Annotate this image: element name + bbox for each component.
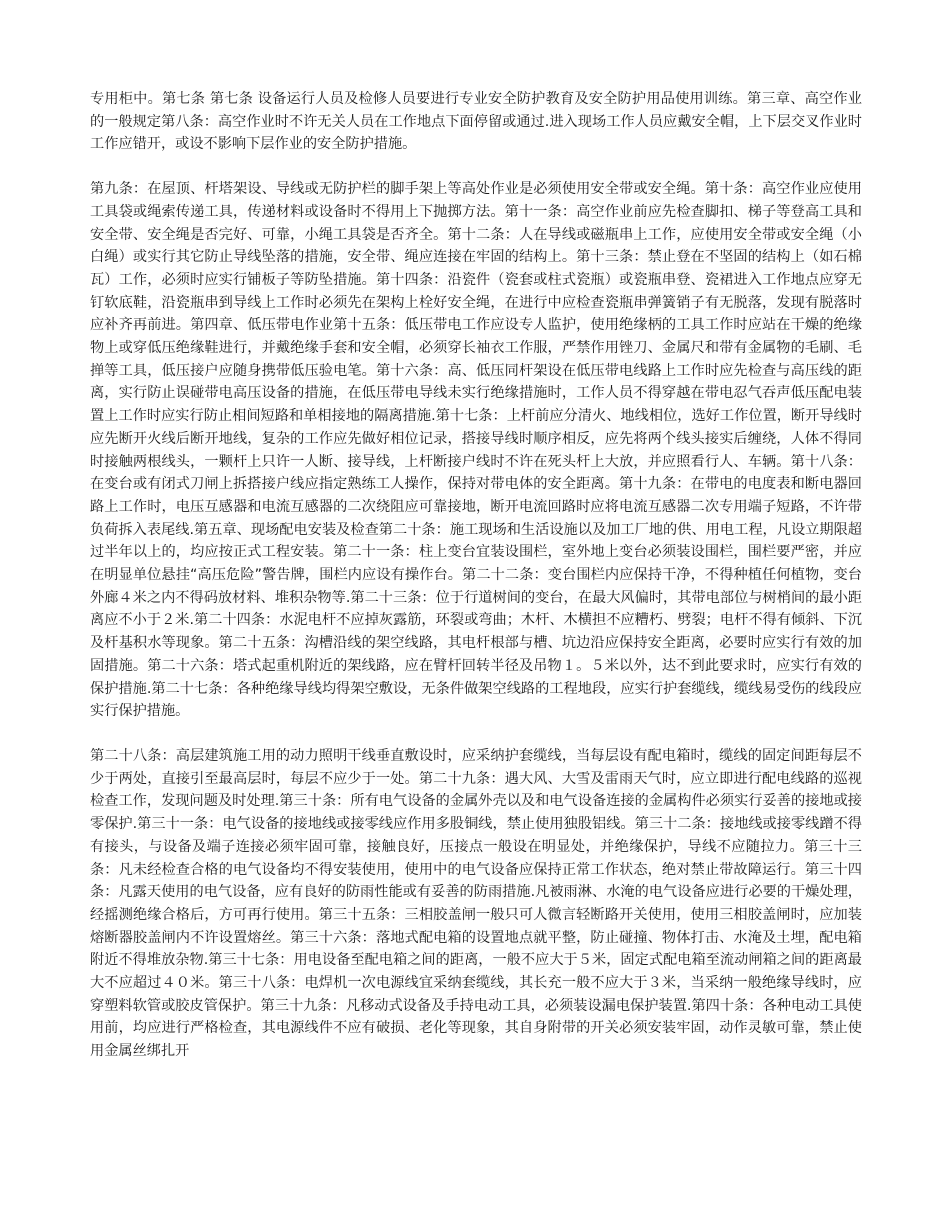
document-body [90, 88, 862, 1085]
paragraph-2: 第九条：在屋顶、杆塔架设、导线或无防护栏的脚手架上等高处作业是必须使用安全带或安全绳。第十条：高空作业应使用工具袋或绳索传递工具，传递材料或设备时不得用上下抛掷方法。第十一条：高空作业前应先检查脚扣、梯子等登高工具和安全带、安全绳是否完好、可靠，小绳工具袋是否齐全。第十二条：人在导线或磁瓶串上工作，应使用安全带或安全绳（小白绳）或实行其它防止导线坠落的措施，安全带、绳应连接在牢固的结构上。第十三条：禁止登在不坚固的结构上（如石棉瓦）工作，必须时应实行铺板子等防坠措施。第十四条：沿瓷件（瓷套或柱式瓷瓶）或瓷瓶串登、瓷裙进入工作地点应穿无钉软底鞋，沿瓷瓶串到导线上工作时必须先在架构上栓好安全绳，在进行中应检查瓷瓶串弹簧销子有无脱落，发现有脱落时应补齐再前进。第四章、低压带电作业第十五条：低压带电工作应设专人监护，使用绝缘柄的工具工作时应站在干燥的绝缘物上或穿低压绝缘鞋进行，并戴绝缘手套和安全帽，必须穿长袖衣工作服，严禁作用锉刀、金属尺和带有金属物的毛刷、毛掸等工具，低压接户应随身携带低压验电笔。第十六条：高、低压同杆架设在低压带电线路上工作时应先检查与高压线的距离，实行防止误碰带电高压设备的措施，在低压带电导线未实行绝缘措施时，工作人员不得穿越在带电忍气吞声低压配电装置上工作时应实行防止相间短路和单相接地的隔离措施.第十七条：上杆前应分清火、地线相位，选好工作位置，断开导线时应先断开火线后断开地线，复杂的工作应先做好相位记录，搭接导线时顺序相反，应先将两个线头接实后缠绕，人体不得同时接触两根线头，一颗杆上只许一人断、接导线，上杆断接户线时不许在死头杆上大放，并应照看行人、车辆。第十八条：在变台或有闭式刀闸上拆搭接户线应指定熟练工人操作，保持对带电体的安全距离。第十九条：在带电的电度表和断电器回路上工作时，电压互感器和电流互感器的二次绕阻应可靠接地，断开电流回路时应将电流互感器二次专用端子短路，不许带负荷拆入表尾线.第五章、现场配电安装及检查第二十条：施工现场和生活设施以及加工厂地的供、用电工程，凡设立期限超过半年以上的，均应按正式工程安装。第二十一条：柱上变台宜装设围栏，室外地上变台必须装设围栏，围栏要严密，并应在明显单位悬挂“高压危险”警告牌，围栏内应设有操作台。第二十二条：变台围栏内应保持干净，不得种植任何植物，变台外廊４米之内不得码放材料、堆积杂物等.第二十三条：位于行道树间的变台，在最大风偏时，其带电部位与树梢间的最小距离应不小于２米.第二十四条：水泥电杆不应掉灰露筋，环裂或弯曲；木杆、木横担不应糟朽、劈裂；电杆不得有倾斜、下沉及杆基积水等现象。第二十五条：沟槽沿线的架空线路，其电杆根部与槽、坑边沿应保持安全距离，必要时应实行有效的加固措施。第二十六条：塔式起重机附近的架线路，应在臂杆回转半径及吊物１。５米以外，达不到此要求时，应实行有效的保护措施.第二十七条：各种绝缘导线均得架空敷设，无条件做架空线路的工程地段，应实行护套缆线，缆线易受伤的线段应实行保护措施。 [90, 181, 862, 720]
paragraph-1: 专用柜中。第七条 第七条 设备运行人员及检修人员要进行专业安全防护教育及安全防护用品使用训练。第三章、高空作业的一般规定第八条：高空作业时不许无关人员在工作地点下面停留或通过.进入现场工作人员应戴安全帽，上下层交叉作业时工作应错开，或设不影响下层作业的安全防护措施。 [90, 91, 862, 153]
paragraph-3: 第二十八条：高层建筑施工用的动力照明干线垂直敷设时，应采纳护套缆线，当每层设有配电箱时，缆线的固定间距每层不少于两处，直接引至最高层时，每层不应少于一处。第二十九条：遇大风、大雪及雷雨天气时，应立即进行配电线路的巡视检查工作，发现问题及时处理.第三十条：所有电气设备的金属外壳以及和电气设备连接的金属构件必须实行妥善的接地或接零保护.第三十一条：电气设备的接地线或接零线应作用多股铜线，禁止使用独股铝线。第三十二条：接地线或接零线蹭不得有接头，与设备及端子连接必须牢固可靠，接触良好，压接点一般设在明显处，并绝缘保护，导线不应随拉力。第三十三条：凡未经检查合格的电气设备均不得安装使用，使用中的电气设备应保持正常工作状态，绝对禁止带故障运行。第三十四条：凡露天使用的电气设备，应有良好的防雨性能或有妥善的防雨措施.凡被雨淋、水淹的电气设备应进行必要的干燥处理，经摇测绝缘合格后，方可再行使用。第三十五条：三相胶盖闸一般只可人微言轻断路开关使用，使用三相胶盖闸时，应加装熔断器胶盖闸内不许设置熔丝。第三十六条：落地式配电箱的设置地点就平整，防止碰撞、物体打击、水淹及土埋，配电箱附近不得堆放杂物.第三十七条：用电设备至配电箱之间的距离，一般不应大于５米，固定式配电箱至流动闸箱之间的距离最大不应超过４０米。第三十八条：电焊机一次电源线宜采纳套缆线，其长充一般不应大于３米，当采纳一般绝缘导线时，应穿塑料软管或胶皮管保护。第三十九条：凡移动式设备及手持电动工具，必须装设漏电保护装置.第四十条：各种电动工具使用前，均应进行严格检查，其电源线件不应有破损、老化等现象，其自身附带的开关必须安装牢固，动作灵敏可靠，禁止使用金属丝绑扎开 [90, 747, 862, 1060]
